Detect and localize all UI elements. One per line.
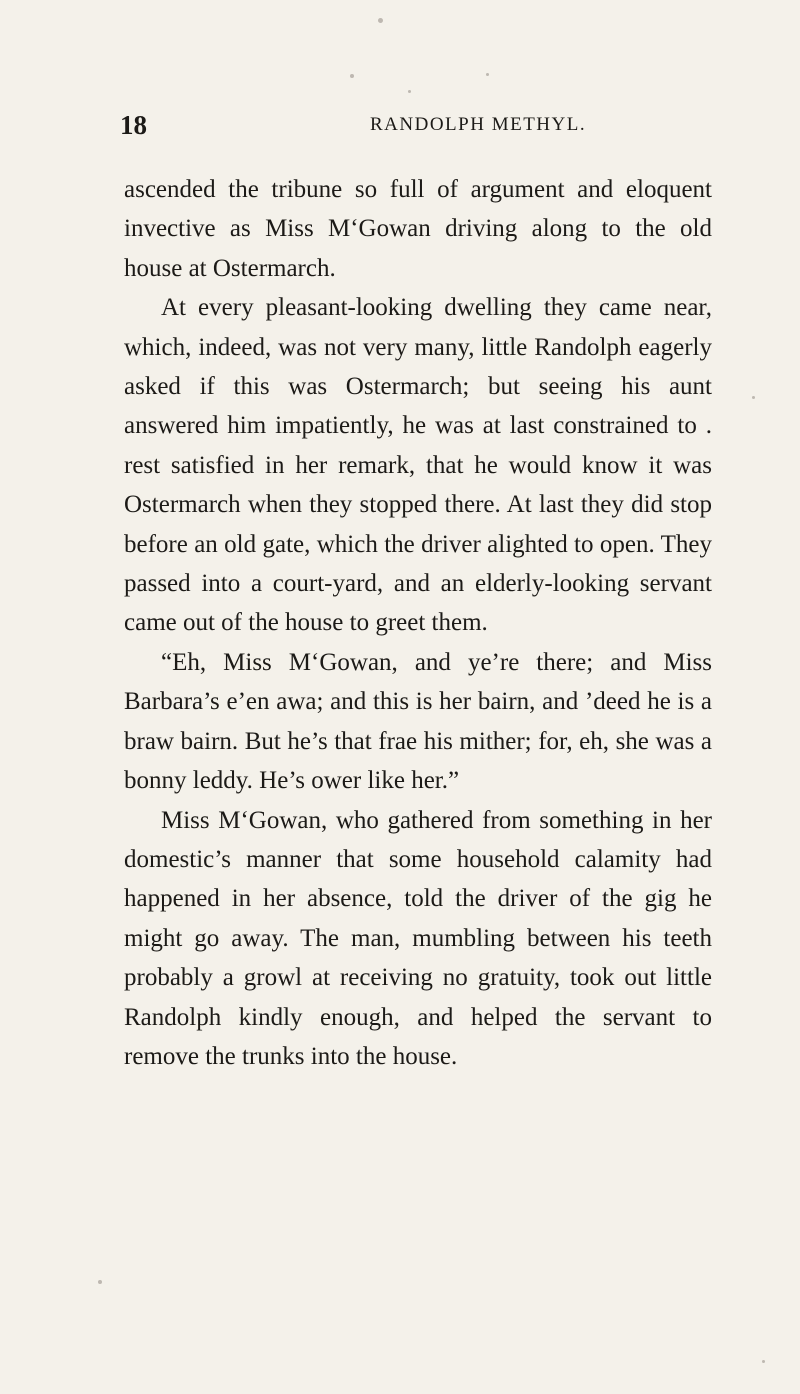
paragraph: At every pleasant-looking dwelling they came near, which, indeed, was not very many, little Randolph eagerly asked if this was Ostermarch; but seeing his aunt answered him impatiently, he was at last constrained to . rest satisfied in her remark, that he would know it was Ostermarch when they stopped there. At last they did stop before an old gate, which the driver alighted to open. They passed into a court-yard, and an elderly-looking servant came out of the house to greet them. — [124, 294, 712, 637]
paper-speck — [98, 1280, 102, 1284]
paper-speck — [378, 18, 383, 23]
body-text — [124, 170, 712, 1076]
paragraph: Miss M‘Gowan, who gathered from something in her domestic’s manner that some household calamity had happened in her absence, told the driver of the gig he might go away. The man, mumbling between his teeth probably a growl at receiving no gratuity, took out little Randolph kindly enough, and helped the servant to remove the trunks into the house. — [124, 806, 712, 1070]
page-header — [120, 110, 710, 140]
paragraph: ascended the tribune so full of argument and eloquent invective as Miss M‘Gowan driving along to the old house at Ostermarch. — [124, 176, 712, 282]
running-head: RANDOLPH METHYL. — [370, 114, 587, 135]
paper-speck — [350, 74, 354, 78]
paragraph: “Eh, Miss M‘Gowan, and ye’re there; and Miss Barbara’s e’en awa; and this is her bairn, and ’deed he is a braw bairn. But he’s that frae his mither; for, eh, she was a bonny leddy. He’s ower like her.” — [124, 648, 712, 795]
paper-speck — [752, 396, 755, 399]
page-number: 18 — [120, 110, 147, 140]
paper-speck — [486, 73, 489, 76]
paper-speck — [408, 90, 411, 93]
paper-speck — [762, 1360, 765, 1363]
